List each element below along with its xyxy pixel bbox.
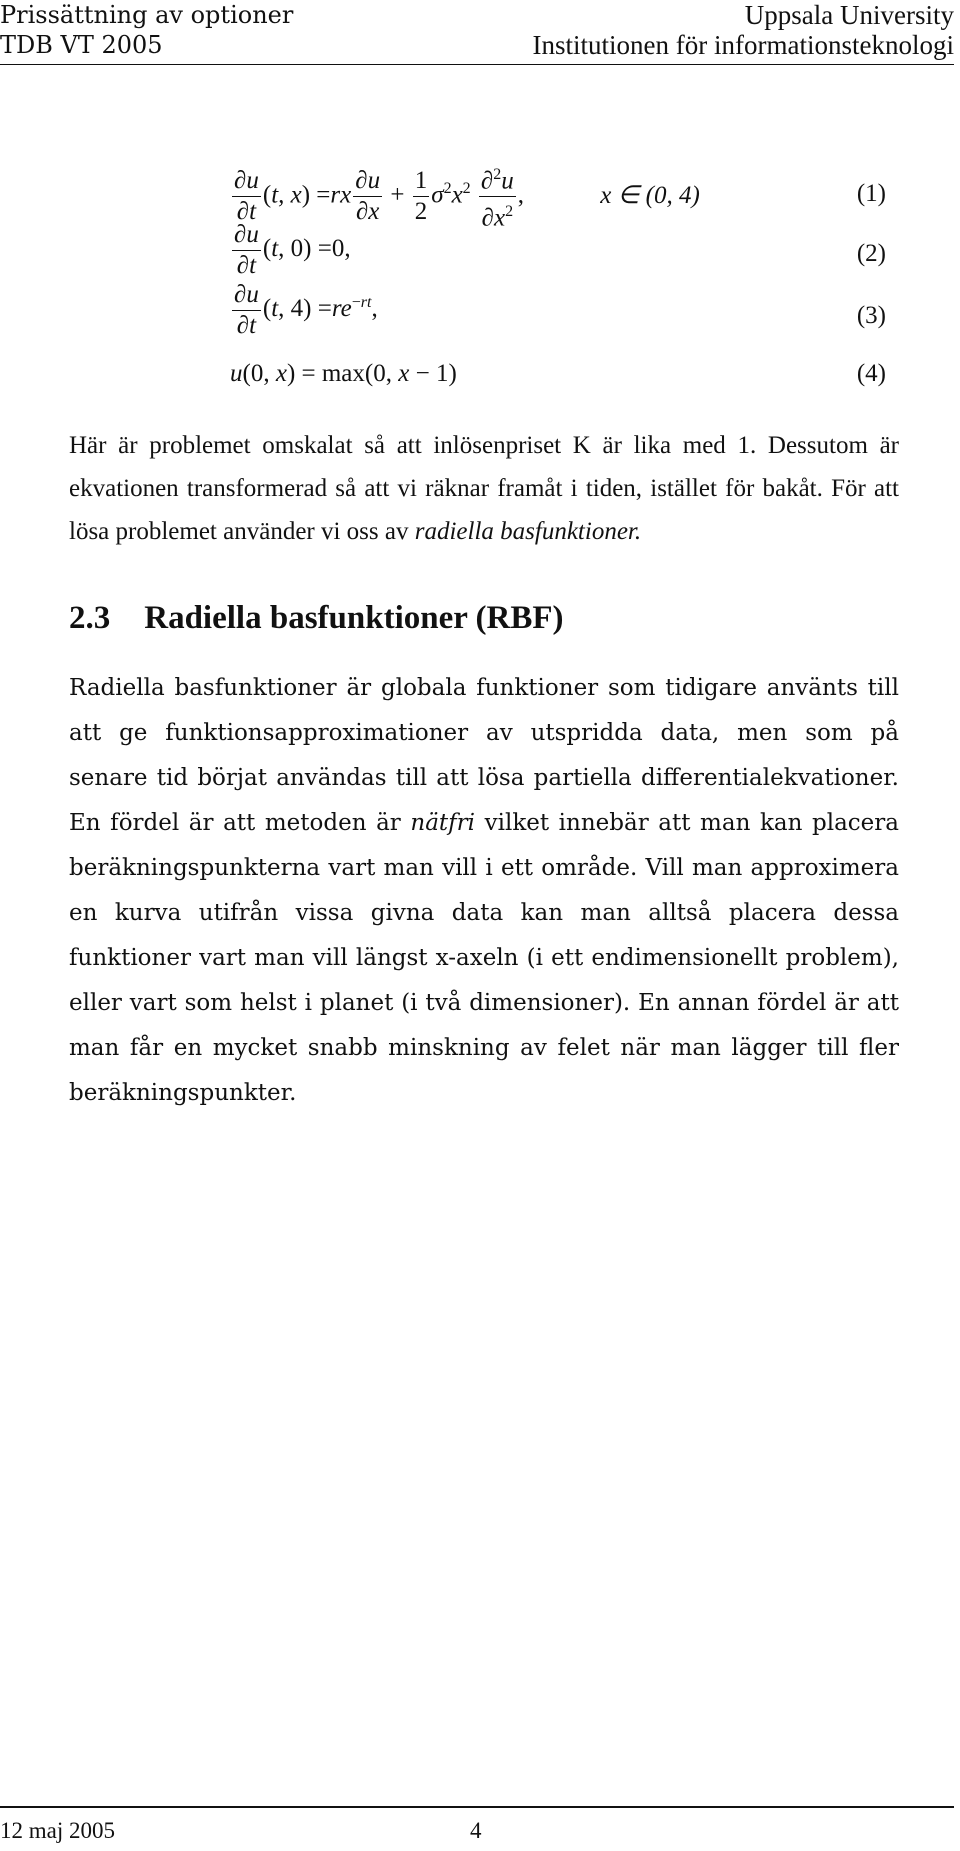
equation-number-2: (2) [856,240,886,267]
equation-3: $\frac{\partial u}{\partial t}$ (t, $4) =re^{-rt}$, [234,281,378,339]
header-right [533,0,954,60]
header-left [0,0,293,60]
equation-1: $\frac{\partial u}{\partial t}$ (t, x) =rx $\frac{\partial u}{\partial x}$ + $\frac{1}{2}$ $\sigma^2x^2$ $\frac{\partial^2u}{\partial x^2}$ , x ∈ (0, 4) [230,160,700,234]
section-heading [69,600,564,637]
equation-number-1: (1) [856,180,886,207]
section-number: 2.3 [69,600,111,636]
equation-number-3: (3) [856,302,886,329]
footer-rule [0,1806,954,1808]
page-number: 4 [470,1818,482,1843]
section-emphasis: nätfri [410,810,476,836]
footer-date: 12 maj 2005 [0,1818,115,1843]
section-text-before: Radiella basfunktioner är globala funktioner som tidigare använts till att ge funktionsapproximationer av utspridda data, men som på senare tid börjat användas till att lösa partiella differentialekvationer. En fördel är att metoden är [69,675,899,836]
university: Uppsala University [744,0,954,30]
intro-emphasis: radiella basfunktioner. [414,518,642,545]
header-rule [0,64,954,65]
equation-1-condition: x ∈ (0, 4) [600,181,700,209]
section-text-after: vilket innebär att man kan placera beräkningspunkterna vart man vill i ett område. Vill man approximera en kurva utifrån vissa givna data kan man alltså placera dessa funktioner vart man vill längst x-axeln (i ett endimensionellt problem), eller vart som helst i planet (i två dimensioner). En annan fördel är att man får en mycket snabb minskning av felet när man lägger till fler beräkningspunkter. [69,810,899,1106]
intro-paragraph [69,424,899,553]
section-paragraph [69,666,899,1116]
intro-text: Här är problemet omskalat så att inlösenpriset K är lika med 1. Dessutom är ekvationen transformerad så att vi räknar framåt i tiden, istället för bakåt. För att lösa problemet använder vi oss av [69,432,899,545]
term: TDB VT 2005 [0,31,163,59]
section-title: Radiella basfunktioner (RBF) [144,600,564,636]
equation-2: $\frac{\partial u}{\partial t}$ (t, 0) =0, [234,221,351,279]
course-title: Prissättning av optioner [0,1,294,29]
equation-4: u(0, x) = max(0, x − 1) [230,360,457,387]
equation-number-4: (4) [856,360,886,387]
department: Institutionen för informationsteknologi [532,30,954,60]
